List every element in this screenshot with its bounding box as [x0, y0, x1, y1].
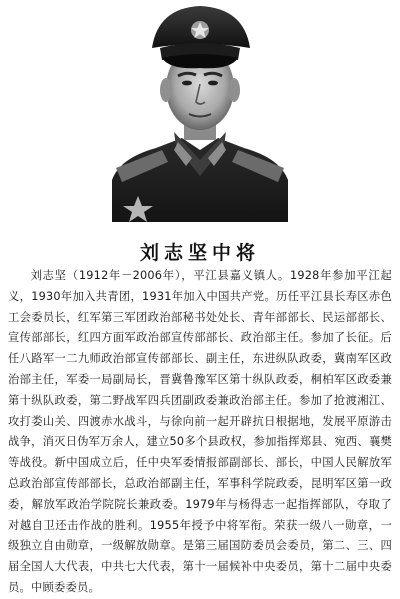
portrait-photo — [112, 0, 288, 222]
article-title: 刘志坚中将 — [139, 242, 260, 264]
biography-text: 刘志坚（1912年－2006年），平江县嘉义镇人。1928年参加平江起义，1930年加入共青团，1931年加入中国共产党。历任平江县长寿区赤色工会委员长，红军第三军团政治部秘书处处长、青年部部长、民运部部长、宣传部部长，红四方面军政治部宣传部部长、政治部主任。参加了长征。后任八路军一二九师政治部宣传部部长、副主任，东进纵队政委，冀南军区政治部主任，军委一局副局长，晋冀鲁豫军区第十纵队政委，桐柏军区政委兼第十纵队政委，第二野战军四兵团副政委兼政治部主任。参加了抢渡湘江、攻打娄山关、四渡赤水战斗，与徐向前一起开辟抗日根据地，发展平原游击战争，消灭日伪军万余人，建立50多个县政权，参加指挥郑县、宛西、襄樊等战役。新中国成立后，任中央军委情报部副部长、部长，中国人民解放军总政治部宣传部部长，总政治部副主任，军事科学院政委，昆明军区第一政委，解放军政治学院院长兼政委。1979年与杨得志一起指挥部队，夺取了对越自卫还击作战的胜利。1955年授予中将军衔。荣获一级八一勋章，一级独立自由勋章，一级解放勋章。是第三届国防委员会委员，第二、三、四届全国人大代表，中共七大代表，第十一届候补中央委员，第十二届中央委员。中顾委委员。 — [8, 269, 392, 594]
